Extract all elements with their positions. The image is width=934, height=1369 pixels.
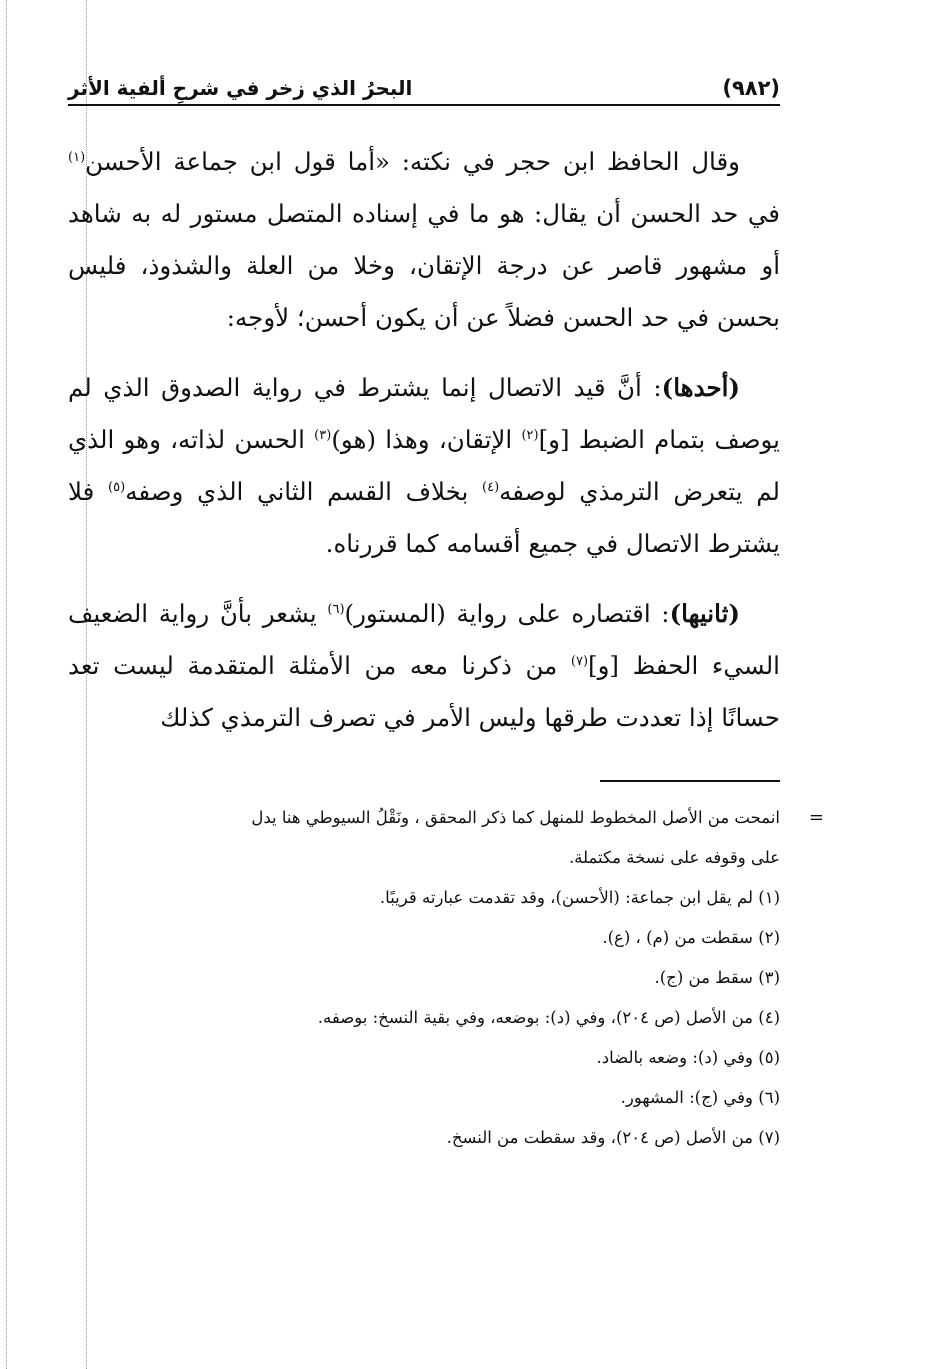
footnote-1: (١) لم يقل ابن جماعة: (الأحسن)، وقد تقدمت عبارته قريبًا. [379,888,780,907]
text-run: من ذكرنا معه من الأمثلة المتقدمة ليست تعد حسانًا إذا تعددت طرقها وليس الأمر في تصرف الترمذي كذلك [68,651,780,732]
footnote-continuation [68,798,824,878]
book-page [68,60,824,1158]
footnote-ref: (٤) [482,479,500,495]
paragraph-lead: (أحدها) [661,373,740,402]
footnote-6: (٦) وفي (ج): المشهور. [620,1088,780,1107]
paragraph [68,362,780,570]
text-run: وقال الحافظ ابن حجر في نكته: «أما قول ابن جماعة الأحسن [85,147,740,176]
footnotes [68,798,824,1158]
paragraph-lead: (ثانيها) [669,599,740,628]
footnote-5: (٥) وفي (د): وضعه بالضاد. [596,1048,780,1067]
footnote-7: (٧) من الأصل (ص ٢٠٤)، وقد سقطت من النسخ. [446,1128,780,1147]
running-title: البحرُ الذي زخر في شرحِ ألفية الأثر [68,76,413,100]
footnote-ref: (١) [68,149,86,165]
footnote-continuation-line: على وقوفه على نسخة مكتملة. [568,848,780,867]
footnote-4: (٤) من الأصل (ص ٢٠٤)، وفي (د): بوضعه، وفي بقية النسخ: بوصفه. [317,1008,780,1027]
footnote-separator [600,780,780,782]
text-run: : اقتصاره على رواية (المستور) [344,599,670,628]
page-number: (٩٨٢) [722,76,780,100]
text-run: في حد الحسن أن يقال: هو ما في إسناده المتصل مستور له به شاهد أو مشهور قاصر عن درجة الإتقان، وخلا من العلة والشذوذ، فليس بحسن في حد الحسن فضلاً عن أن يكون أحسن؛ لأوجه: [68,199,780,332]
footnote-ref: (٧) [570,653,589,669]
paragraph [68,588,780,744]
footnote-ref: (٥) [108,479,126,495]
footnote-ref: (٦) [327,601,345,617]
paragraph [68,136,780,344]
main-text [68,136,780,744]
page-header [68,60,780,106]
footnote-continuation-line: انمحت من الأصل المخطوط للمنهل كما ذكر المحقق ، ونَقْلُ السيوطي هنا يدل [251,808,780,827]
footnote-3: (٣) سقط من (ج). [654,968,780,987]
footnote-2: (٢) سقطت من (م) ، (ع). [602,928,780,947]
text-run: الحسن لذاته، وهو الذي لم يتعرض الترمذي لوصفه [68,425,780,506]
footnote-ref: (٢) [521,427,539,443]
continuation-mark: = [808,807,824,828]
text-run: الإتقان، وهذا (هو) [331,425,522,454]
text-run: : أنَّ قيد الاتصال إنما يشترط في رواية الصدوق الذي لم يوصف بتمام الضبط [و] [68,373,780,454]
scan-margin-left [6,0,7,1369]
text-run: يشعر بأنَّ رواية الضعيف السيء الحفظ [و] [68,599,780,680]
footnote-ref: (٣) [314,427,332,443]
text-run: فلا يشترط الاتصال في جميع أقسامه كما قررناه. [68,477,780,558]
text-run: بخلاف القسم الثاني الذي وصفه [125,477,483,506]
